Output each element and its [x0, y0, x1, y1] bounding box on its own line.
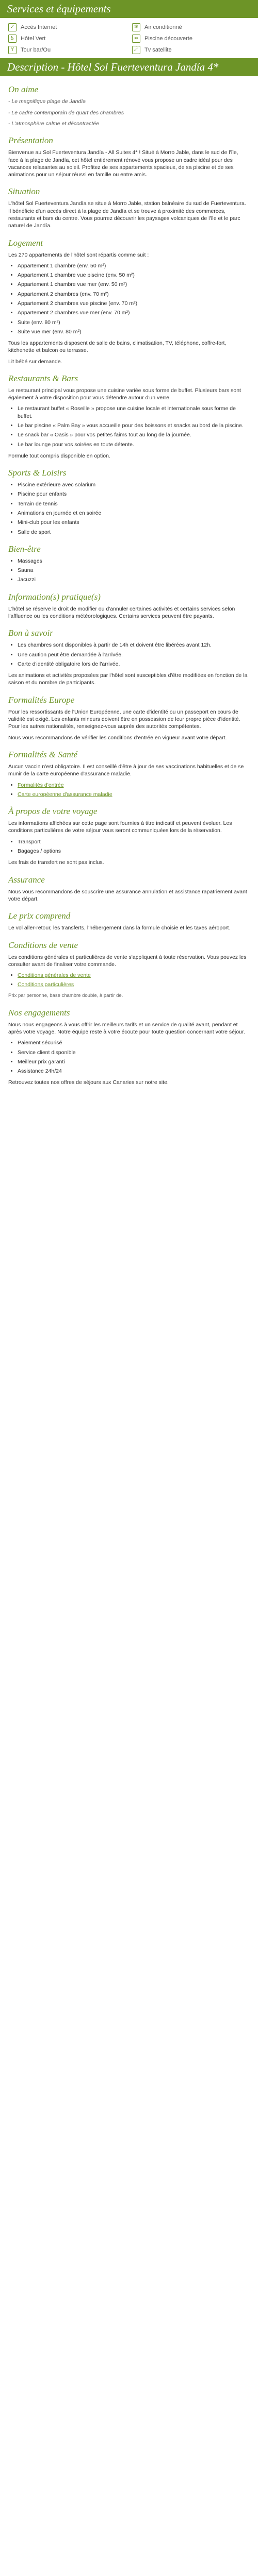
- sports-title: Sports & Loisirs: [8, 468, 67, 478]
- services-section: [0, 18, 258, 58]
- list-item: • Appartement 2 chambres vue piscine (env. 70 m²): [18, 300, 250, 307]
- list-item: • Carte d'identité obligatoire lors de l'arrivée.: [18, 660, 250, 668]
- list-item: • Les chambres sont disponibles à partir de 14h et doivent être libérées avant 12h.: [18, 641, 250, 649]
- list-item: • Le restaurant buffet « Roseille » propose une cuisine locale et internationale sous forme de buffet.: [18, 405, 250, 420]
- formalites-text: Pour les ressortissants de l'Union Européenne, une carte d'identité ou un passeport en cours de validité est exigé. Les enfants mineurs doivent être en possession de leur propre pièce d'identité. Pour les autres nationalités, renseignez-vous auprès des autorités compétentes.: [8, 708, 240, 730]
- presentation-title: Présentation: [8, 135, 53, 146]
- list-item: • Le snack bar « Oasis » pour vos petites faims tout au long de la journée.: [18, 431, 250, 438]
- service-label: Air conditionné: [144, 24, 182, 31]
- presentation-text: Bienvenue au Sol Fuerteventura Jandía - All Suites 4* ! Situé à Morro Jable, dans le sud de l'île, face à la plage de Jandía, cet hôtel entièrement rénové vous propose un cadre idéal pour des vacances relaxantes au soleil. Profitez de ses appartements spacieux, de sa piscine et de ses animations pour un séjour réussi en famille ou entre amis.: [8, 149, 238, 178]
- on-aime-title: On aime: [8, 84, 39, 95]
- sante-text: Aucun vaccin n'est obligatoire. Il est conseillé d'être à jour de ses vaccinations habituelles et de se munir de la carte européenne d'assurance maladie.: [8, 764, 244, 777]
- restauration-list: [8, 405, 250, 448]
- assurance-title: Assurance: [8, 874, 45, 885]
- bonasavoir-text: Les animations et activités proposées par l'hôtel sont susceptibles d'être modifiées en fonction de la saison et du nombre de participants.: [8, 672, 248, 686]
- list-item: • Le bar lounge pour vos soirées en toute détente.: [18, 441, 250, 448]
- list-item: • Appartement 1 chambre vue piscine (env. 50 m²): [18, 272, 250, 279]
- apropos-text: Les informations affichées sur cette page sont fournies à titre indicatif et peuvent évoluer. Les conditions particulières de votre séjour vous seront communiquées lors de la réservation.: [8, 820, 232, 834]
- list-item: • Massages: [18, 557, 250, 565]
- list-item: • Piscine pour enfants: [18, 490, 250, 498]
- pool-icon: ≈: [132, 35, 140, 43]
- list-item[interactable]: [18, 972, 250, 979]
- list-item: • Suite vue mer (env. 80 m²): [18, 328, 250, 335]
- service-item: [8, 35, 126, 43]
- service-label: Piscine découverte: [144, 36, 192, 42]
- list-item: • Meilleur prix garanti: [18, 1058, 250, 1065]
- service-label: Hôtel Vert: [21, 36, 46, 42]
- sante-list: [8, 782, 250, 799]
- engagement-title: Nos engagements: [8, 1007, 70, 1018]
- check-icon: ✓: [8, 23, 17, 31]
- conditions-note: Prix par personne, base chambre double, à partir de.: [8, 992, 123, 998]
- logement-list: [8, 262, 250, 335]
- restauration-note: Formule tout compris disponible en option.: [8, 452, 110, 459]
- apropos-list: [8, 838, 250, 855]
- service-label: Tv satellite: [144, 47, 172, 54]
- page: [0, 0, 258, 1096]
- list-item[interactable]: [18, 782, 250, 789]
- conditions-title: Conditions de vente: [8, 940, 78, 950]
- list-item: • Paiement sécurisé: [18, 1039, 250, 1046]
- service-label: Accès Internet: [21, 24, 57, 31]
- list-item: • Assistance 24h/24: [18, 1067, 250, 1075]
- list-item: • Mini-club pour les enfants: [18, 519, 250, 526]
- logement-title: Logement: [8, 238, 43, 248]
- sante-title: Formalités & Santé: [8, 749, 78, 759]
- sports-list: [8, 481, 250, 536]
- services-title: Services et équipements: [0, 0, 258, 18]
- list-item: • Sauna: [18, 567, 250, 574]
- situation-title: Situation: [8, 187, 40, 197]
- description-content: [0, 83, 258, 1096]
- list-item: • Appartement 1 chambre (env. 50 m²): [18, 262, 250, 269]
- engagement-list: [8, 1039, 250, 1075]
- bonasavoir-list: [8, 641, 250, 668]
- list-item: • Salle de sport: [18, 529, 250, 536]
- conditions-list: [8, 972, 250, 989]
- services-grid: [8, 23, 250, 54]
- service-item: [8, 23, 126, 31]
- list-item: • Jacuzzi: [18, 576, 250, 583]
- list-item: • Appartement 2 chambres (env. 70 m²): [18, 291, 250, 298]
- satellite-icon: ☄: [132, 46, 140, 54]
- description-title: Description - Hôtel Sol Fuerteventura Jandía 4*: [0, 58, 258, 76]
- list-item[interactable]: [18, 791, 250, 798]
- list-item: • Appartement 2 chambres vue mer (env. 70 m²): [18, 309, 250, 316]
- snowflake-icon: ❄: [132, 23, 140, 31]
- glass-icon: Y: [8, 46, 17, 54]
- list-item: • Piscine extérieure avec solarium: [18, 481, 250, 488]
- infos-title: Information(s) pratique(s): [8, 591, 101, 602]
- on-aime-line: - L'atmosphère calme et décontractée: [8, 120, 99, 127]
- list-item: • Suite (env. 80 m²): [18, 319, 250, 326]
- service-item: [132, 23, 250, 31]
- logement-note: Tous les appartements disposent de salle de bains, climatisation, TV, téléphone, coffre-fort, kitchenette et balcon ou terrasse.: [8, 340, 227, 354]
- assurance-text: Nous vous recommandons de souscrire une assurance annulation et assistance rapatriement avant votre départ.: [8, 888, 247, 902]
- list-item: • Service client disponible: [18, 1049, 250, 1056]
- infos-text: L'hôtel se réserve le droit de modifier ou d'annuler certaines activités et certains services selon l'affluence ou les conditions météorologiques. Certains services peuvent être payants.: [8, 605, 235, 620]
- engagement-note: Retrouvez toutes nos offres de séjours aux Canaries sur notre site.: [8, 1079, 169, 1086]
- restauration-title: Restaurants & Bars: [8, 373, 78, 383]
- service-label: Tour bar/Ou: [21, 47, 51, 54]
- list-item: • Bagages / options: [18, 848, 250, 855]
- service-item: [8, 46, 126, 54]
- conditions-link[interactable]: Conditions générales de vente: [18, 972, 91, 979]
- list-item: • Animations en journée et en soirée: [18, 510, 250, 517]
- prix-text: Le vol aller-retour, les transferts, l'hébergement dans la formule choisie et les taxes aéroport.: [8, 925, 231, 931]
- list-item: • Terrain de tennis: [18, 500, 250, 507]
- engagement-text: Nous nous engageons à vous offrir les meilleurs tarifs et un service de qualité avant, pendant et après votre voyage. Notre équipe reste à votre écoute pour toute question concernant votre séjour.: [8, 1021, 245, 1035]
- wheelchair-icon: ♿: [8, 35, 17, 43]
- list-item[interactable]: [18, 981, 250, 988]
- sante-link[interactable]: Carte européenne d'assurance maladie: [18, 791, 112, 798]
- list-item: • Une caution peut être demandée à l'arrivée.: [18, 651, 250, 658]
- on-aime-line: - Le cadre contemporain de quart des chambres: [8, 109, 124, 116]
- list-item: • Appartement 1 chambre vue mer (env. 50 m²): [18, 281, 250, 288]
- conditions-text: Les conditions générales et particulières de vente s'appliquent à toute réservation. Vous pouvez les consulter avant de finaliser votre commande.: [8, 954, 247, 968]
- bienetre-title: Bien-être: [8, 544, 41, 554]
- service-item: [132, 46, 250, 54]
- list-item: • Transport: [18, 838, 250, 845]
- situation-text: L'hôtel Sol Fuerteventura Jandía se situe à Morro Jable, station balnéaire du sud de Fuerteventura. Il bénéficie d'un accès direct à la plage de Jandía et se trouve à proximité des commerces, restaurants et bars du centre. Vous pourrez découvrir les paysages volcaniques de l'île et le parc naturel de Jandía.: [8, 200, 246, 229]
- conditions-link[interactable]: Conditions particulières: [18, 981, 74, 988]
- bonasavoir-title: Bon à savoir: [8, 628, 53, 638]
- sante-link[interactable]: Formalités d'entrée: [18, 782, 64, 788]
- on-aime-line: - Le magnifique plage de Jandía: [8, 98, 86, 105]
- apropos-title: À propos de votre voyage: [8, 806, 98, 817]
- service-item: [132, 35, 250, 43]
- logement-extra: Lit bébé sur demande.: [8, 358, 62, 365]
- bienetre-list: [8, 557, 250, 584]
- formalites-title: Formalités Europe: [8, 694, 75, 705]
- formalites-note: Nous vous recommandons de vérifier les conditions d'entrée en vigueur avant votre départ.: [8, 734, 227, 741]
- list-item: • Le bar piscine « Palm Bay » vous accueille pour des boissons et snacks au bord de la piscine.: [18, 422, 250, 429]
- logement-intro: Les 270 appartements de l'hôtel sont répartis comme suit :: [8, 251, 149, 258]
- restauration-text: Le restaurant principal vous propose une cuisine variée sous forme de buffet. Plusieurs bars sont également à votre disposition pour vous détendre autour d'un verre.: [8, 387, 241, 401]
- apropos-note: Les frais de transfert ne sont pas inclus.: [8, 859, 104, 866]
- prix-title: Le prix comprend: [8, 911, 71, 921]
